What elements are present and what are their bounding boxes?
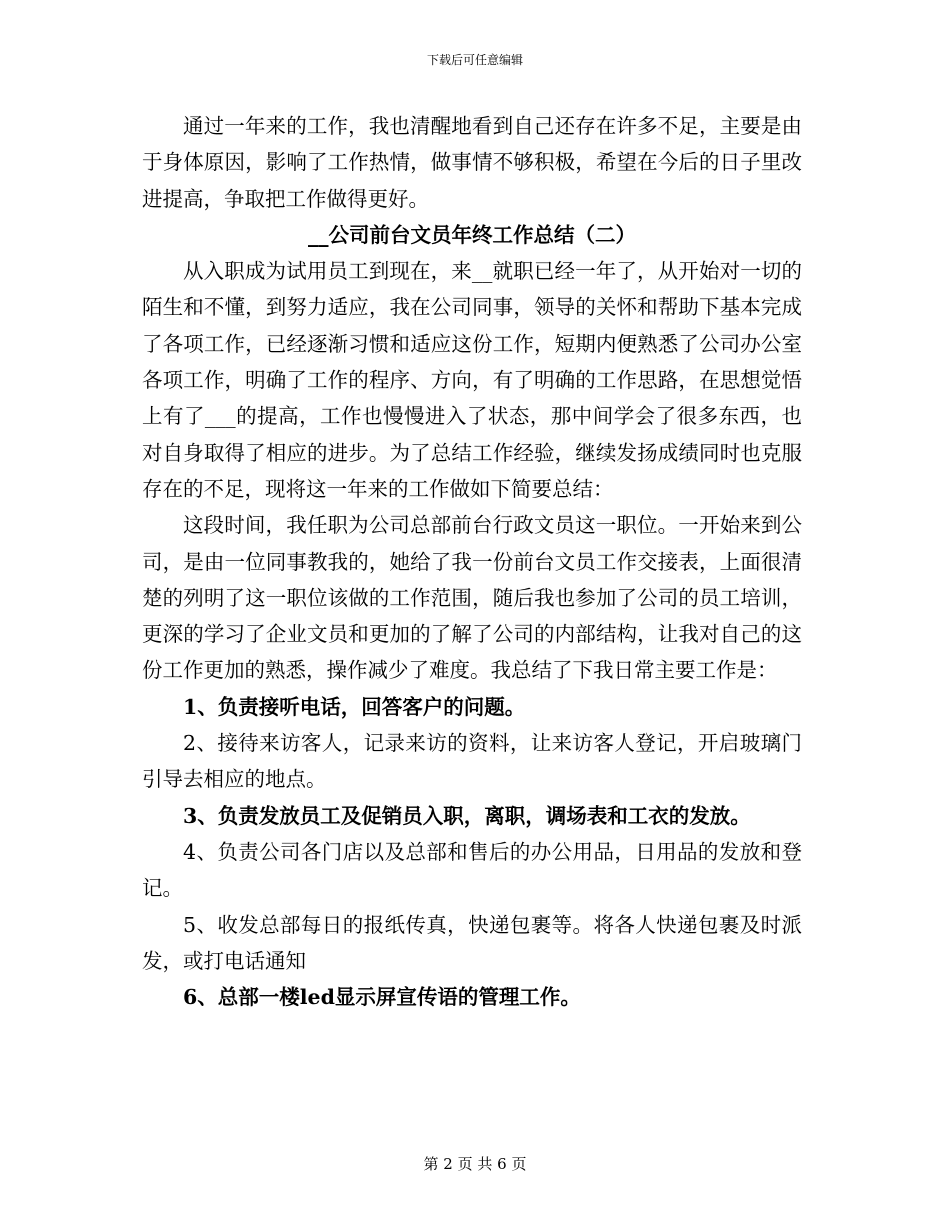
document-body [142,108,802,1015]
list-item-6: 6、总部一楼led显示屏宣传语的管理工作。 [183,985,581,1010]
list-item-1: 1、负责接听电话，回答客户的问题。 [183,694,526,719]
list-item-2: 2、接待来访客人，记录来访的资料，让来访客人登记，开启玻璃门引导去相应的地点。 [142,731,802,792]
paragraph-overview: 从入职成为试用员工到现在，来__就职已经一年了，从开始对一切的陌生和不懂，到努力适应，我在公司同事，领导的关怀和帮助下基本完成了各项工作，已经逐渐习惯和适应这份工作，短期内便熟悉了公司办公室各项工作，明确了工作的程序、方向，有了明确的工作思路，在思想觉悟上有了___的提高，工作也慢慢进入了状态，那中间学会了很多东西，也对自身取得了相应的进步。为了总结工作经验，继续发扬成绩同时也克服存在的不足，现将这一年来的工作做如下简要总结： [142,259,802,501]
paragraph-intro: 通过一年来的工作，我也清醒地看到自己还存在许多不足，主要是由于身体原因，影响了工作热情，做事情不够积极，希望在今后的日子里改进提高，争取把工作做得更好。 [142,114,802,211]
list-item-3: 3、负责发放员工及促销员入职，离职，调场表和工衣的发放。 [183,803,751,828]
list-item-5: 5、收发总部每日的报纸传真，快递包裹等。将各人快递包裹及时派发，或打电话通知 [142,912,802,973]
page-header: 下载后可任意编辑 [426,53,523,67]
list-item-4: 4、负责公司各门店以及总部和售后的办公用品，日用品的发放和登记。 [142,839,802,901]
page-footer: 第 2 页 共 6 页 [423,1155,527,1173]
section-title: __公司前台文员年终工作总结（二） [308,222,636,247]
paragraph-position: 这段时间，我任职为公司总部前台行政文员这一职位。一开始来到公司，是由一位同事教我的，她给了我一份前台文员工作交接表，上面很清楚的列明了这一职位该做的工作范围，随后我也参加了公司的员工培训，更深的学习了企业文员和更加的了解了公司的内部结构，让我对自己的这份工作更加的熟悉，操作减少了难度。我总结了下我日常主要工作是： [142,513,802,683]
